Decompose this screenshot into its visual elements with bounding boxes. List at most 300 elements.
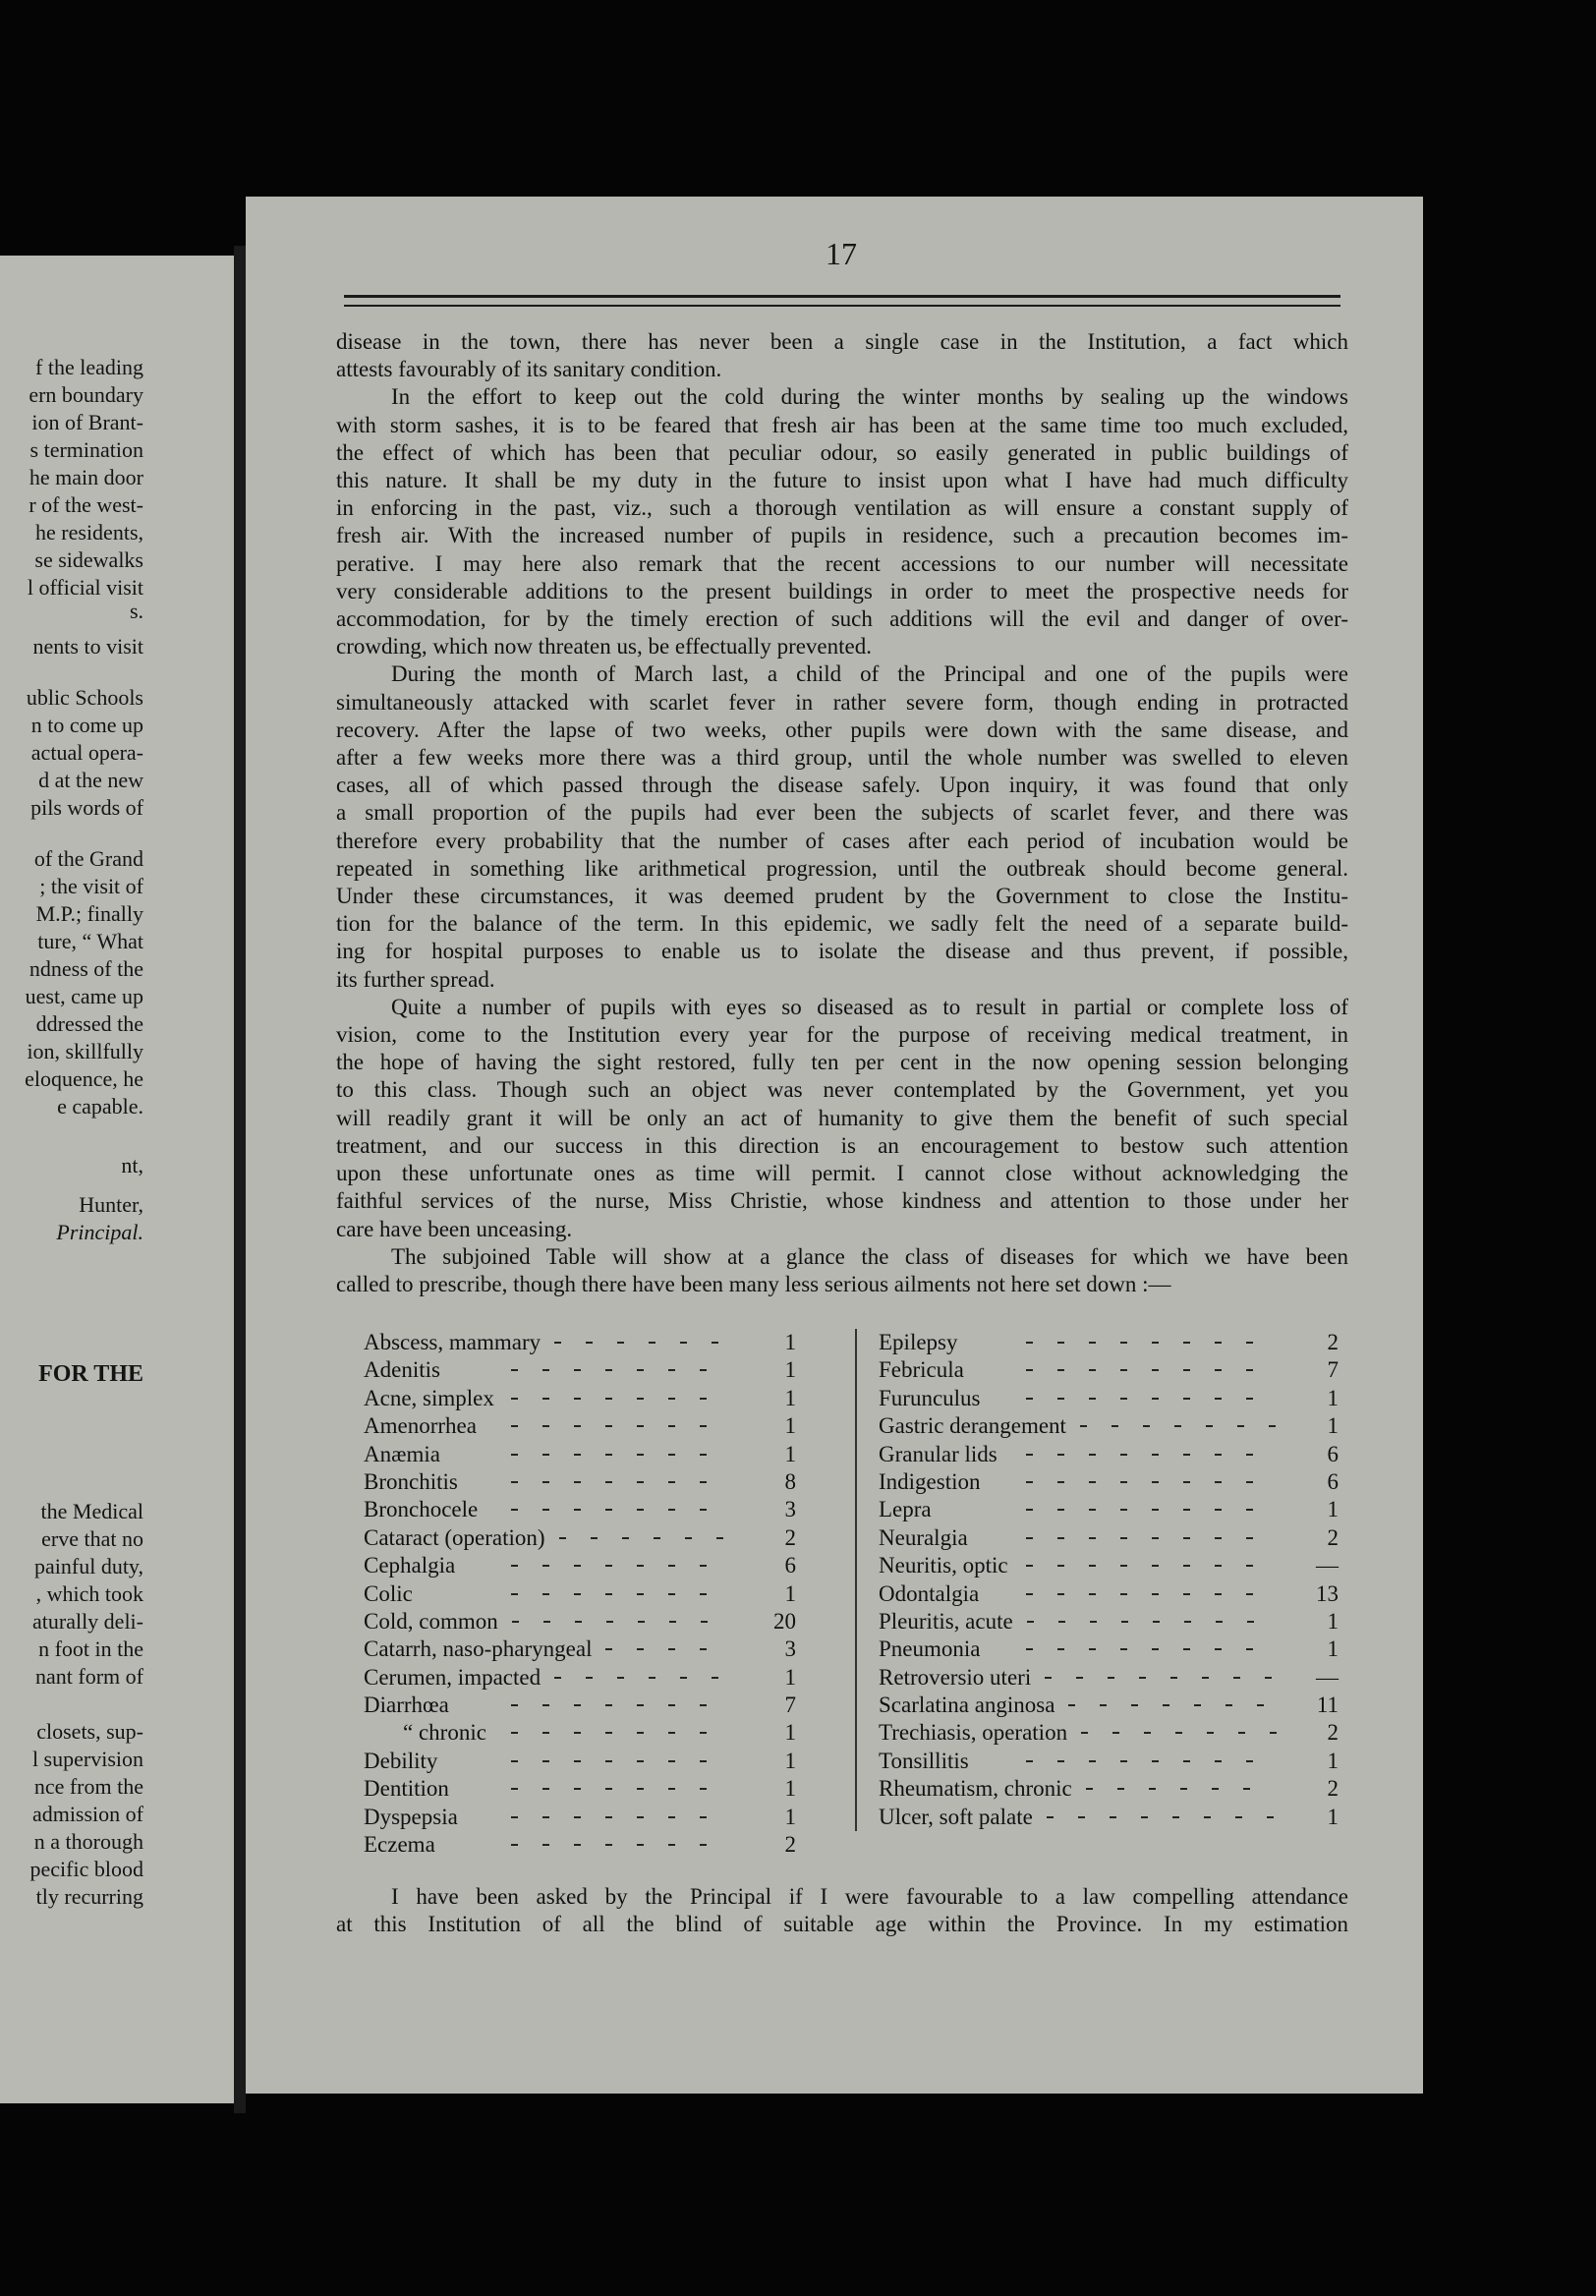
disease-name: Pleuritis, acute <box>879 1608 1013 1634</box>
left-fragment-line: ion of Brant- <box>31 410 143 434</box>
disease-name: Pneumonia <box>879 1636 981 1662</box>
leader-dash <box>637 1760 644 1762</box>
body-line: after a few weeks more there was a third group, until the whole number was swelled to eleven <box>336 745 1348 771</box>
disease-name: Retroversio uteri <box>879 1664 1032 1690</box>
leader-dash <box>1120 1648 1127 1650</box>
leader-dash <box>637 1454 644 1456</box>
leader-dash <box>574 1454 581 1456</box>
case-count: 6 <box>784 1553 796 1578</box>
leader-dash <box>1183 1398 1190 1400</box>
leader-dash <box>1058 1621 1065 1623</box>
leader-dash <box>1246 1648 1253 1650</box>
leader-dash <box>637 1398 644 1400</box>
leader-dash <box>637 1565 644 1567</box>
leader-dash <box>574 1369 581 1371</box>
left-fragment-line: M.P.; finally <box>35 901 143 926</box>
leader-dash <box>1152 1398 1159 1400</box>
body-line: ing for hospital purposes to enable us to isolate the disease and thus prevent, if possible, <box>336 939 1348 964</box>
disease-name: Tonsillitis <box>879 1748 969 1773</box>
leader-dash <box>712 1342 718 1344</box>
disease-row <box>364 1412 808 1440</box>
leader-dash <box>700 1565 707 1567</box>
leader-dash <box>1216 1621 1223 1623</box>
body-line: tion for the balance of the term. In this epidemic, we sadly felt the need of a separate build- <box>336 911 1348 937</box>
disease-name: Cataract (operation) <box>364 1524 545 1550</box>
leader-dash <box>700 1425 707 1427</box>
case-count: 1 <box>1327 1636 1339 1662</box>
leader-dash <box>1026 1593 1033 1595</box>
left-fragment-line: r of the west- <box>28 492 143 517</box>
leader-dash <box>575 1621 582 1623</box>
leader-dash <box>511 1454 518 1456</box>
leader-dash <box>1057 1593 1064 1595</box>
left-fragment-line: nant form of <box>35 1664 143 1689</box>
case-count: 1 <box>784 1748 796 1773</box>
leader-dash <box>1247 1621 1254 1623</box>
case-count: 7 <box>1327 1357 1339 1383</box>
case-count: 1 <box>1327 1385 1339 1410</box>
leader-dash <box>605 1593 612 1595</box>
body-line: with storm sashes, it is to be feared that fresh air has been at the same time too much excluded, <box>336 412 1348 437</box>
leader-dash <box>591 1537 598 1539</box>
disease-row <box>879 1804 1350 1831</box>
leader-dash <box>511 1732 518 1734</box>
left-fragment-line: ion, skillfully <box>27 1039 143 1063</box>
leader-dash <box>701 1621 708 1623</box>
left-fragment-line: l supervision <box>31 1747 143 1771</box>
leader-dash <box>511 1509 518 1511</box>
leader-dash <box>574 1593 581 1595</box>
leader-dash <box>542 1398 549 1400</box>
leader-dash <box>1026 1509 1033 1511</box>
leader-dash <box>649 1677 656 1679</box>
disease-row <box>879 1748 1350 1775</box>
leader-dash <box>668 1704 675 1706</box>
disease-name: Abscess, mammary <box>364 1330 542 1354</box>
disease-row <box>364 1552 808 1579</box>
leader-dash <box>511 1425 518 1427</box>
leader-dash <box>542 1704 549 1706</box>
case-count: 11 <box>1316 1693 1339 1718</box>
leader-dash <box>1246 1398 1253 1400</box>
leader-dash <box>668 1648 675 1650</box>
leader-dash <box>1246 1369 1253 1371</box>
leader-dash <box>1100 1704 1107 1706</box>
leader-dash <box>1120 1342 1127 1344</box>
leader-dash <box>1174 1425 1181 1427</box>
disease-name: Gastric derangement <box>879 1413 1066 1439</box>
disease-row <box>364 1748 808 1775</box>
leader-dash <box>668 1565 675 1567</box>
disease-name: Debility <box>364 1748 438 1773</box>
disease-row <box>364 1692 808 1719</box>
disease-name: Amenorrhea <box>364 1413 477 1439</box>
leader-dash <box>1086 1788 1093 1790</box>
leader-dash <box>700 1844 707 1846</box>
leader-dash <box>1089 1648 1096 1650</box>
leader-dash <box>1057 1454 1064 1456</box>
leader-dash <box>1246 1509 1253 1511</box>
leader-dash <box>1183 1454 1190 1456</box>
leader-dash <box>1027 1621 1034 1623</box>
leader-dash <box>1089 1369 1096 1371</box>
leader-dash <box>511 1760 518 1762</box>
leader-dash <box>700 1704 707 1706</box>
leader-dash <box>1026 1398 1033 1400</box>
leader-dash <box>1108 1677 1114 1679</box>
body-line: very considerable additions to the present buildings in order to meet the prospective needs for <box>336 578 1348 603</box>
leader-dash <box>1120 1509 1127 1511</box>
disease-row <box>879 1552 1350 1579</box>
leader-dash <box>1120 1760 1127 1762</box>
body-line: During the month of March last, a child of the Principal and one of the pupils were <box>391 661 1348 687</box>
left-fragment-line: aturally deli- <box>31 1609 143 1634</box>
left-fragment-line: s termination <box>29 437 143 462</box>
case-count: 1 <box>784 1664 796 1690</box>
leader-dash <box>668 1454 675 1456</box>
body-line: Under these circumstances, it was deemed prudent by the Government to close the Institu- <box>336 884 1348 909</box>
disease-row <box>879 1356 1350 1384</box>
leader-dash <box>1080 1425 1087 1427</box>
leader-dash <box>511 1816 518 1818</box>
leader-dash <box>700 1593 707 1595</box>
leader-dash <box>668 1398 675 1400</box>
leader-dash <box>1120 1537 1127 1539</box>
case-count: 3 <box>784 1636 796 1662</box>
disease-name: Anæmia <box>364 1441 440 1466</box>
left-fragment-line: he residents, <box>35 520 143 545</box>
leader-dash <box>637 1509 644 1511</box>
left-fragment-line: uest, came up <box>25 984 143 1008</box>
leader-dash <box>542 1481 549 1483</box>
leader-dash <box>574 1844 581 1846</box>
disease-name: Cephalgia <box>364 1553 456 1578</box>
leader-dash <box>1215 1481 1222 1483</box>
leader-dash <box>542 1844 549 1846</box>
disease-table-left-column <box>364 1329 808 1859</box>
leader-dash <box>1183 1593 1190 1595</box>
left-fragment-line: closets, sup- <box>36 1719 143 1744</box>
leader-dash <box>542 1593 549 1595</box>
case-count: 8 <box>784 1468 796 1494</box>
leader-dash <box>511 1704 518 1706</box>
leader-dash <box>637 1593 644 1595</box>
body-line: will readily grant it will be only an act of humanity to give them the benefit of such special <box>336 1105 1348 1130</box>
leader-dash <box>511 1593 518 1595</box>
leader-dash <box>637 1732 644 1734</box>
leader-dash <box>606 1621 613 1623</box>
leader-dash <box>574 1732 581 1734</box>
disease-row <box>879 1524 1350 1552</box>
leader-dash <box>668 1369 675 1371</box>
leader-dash <box>605 1844 612 1846</box>
case-count: 2 <box>1327 1330 1339 1354</box>
leader-dash <box>1081 1732 1088 1734</box>
disease-row <box>879 1636 1350 1663</box>
body-line: recovery. After the lapse of two weeks, other pupils were down with the same disease, and <box>336 717 1348 742</box>
leader-dash <box>637 1844 644 1846</box>
leader-dash <box>1152 1509 1159 1511</box>
leader-dash <box>1183 1509 1190 1511</box>
leader-dash <box>511 1788 518 1790</box>
leader-dash <box>1180 1788 1187 1790</box>
leader-dash <box>1270 1732 1277 1734</box>
leader-dash <box>1144 1732 1151 1734</box>
leader-dash <box>1257 1704 1264 1706</box>
leader-dash <box>586 1677 593 1679</box>
left-fragment-line: erve that no <box>41 1526 143 1551</box>
leader-dash <box>511 1398 518 1400</box>
page-number: 17 <box>826 236 857 271</box>
left-fragment-line: , which took <box>35 1581 143 1606</box>
leader-dash <box>700 1816 707 1818</box>
disease-row <box>879 1580 1350 1608</box>
leader-dash <box>700 1509 707 1511</box>
leader-dash <box>1246 1593 1253 1595</box>
leader-dash <box>511 1565 518 1567</box>
leader-dash <box>1045 1677 1052 1679</box>
body-line: In the effort to keep out the cold during the winter months by sealing up the windows <box>391 384 1348 410</box>
body-line: therefore every probability that the number of cases after each period of incubation would be <box>336 828 1348 853</box>
disease-name: Odontalgia <box>879 1580 980 1606</box>
leader-dash <box>1089 1342 1096 1344</box>
left-fragment-line: of the Grand <box>33 846 143 871</box>
leader-dash <box>1110 1816 1116 1818</box>
leader-dash <box>1202 1677 1209 1679</box>
leader-dash <box>574 1704 581 1706</box>
leader-dash <box>716 1537 723 1539</box>
leader-dash <box>1120 1593 1127 1595</box>
leader-dash <box>1183 1481 1190 1483</box>
leader-dash <box>1057 1369 1064 1371</box>
disease-name: Bronchocele <box>364 1497 479 1522</box>
disease-name: Dyspepsia <box>364 1804 458 1829</box>
leader-dash <box>680 1342 687 1344</box>
leader-dash <box>1120 1454 1127 1456</box>
leader-dash <box>586 1342 593 1344</box>
disease-row <box>364 1664 808 1692</box>
disease-table-right-column <box>855 1329 1350 1831</box>
leader-dash <box>1183 1342 1190 1344</box>
leader-dash <box>1152 1565 1159 1567</box>
disease-row <box>879 1719 1350 1747</box>
leader-dash <box>649 1342 656 1344</box>
leader-dash <box>1152 1648 1159 1650</box>
leader-dash <box>1152 1342 1159 1344</box>
left-fragment-line: he main door <box>28 465 143 489</box>
leader-dash <box>1194 1704 1201 1706</box>
leader-dash <box>1183 1537 1190 1539</box>
body-text <box>336 328 1348 1298</box>
leader-dash <box>700 1732 707 1734</box>
leader-dash <box>574 1398 581 1400</box>
leader-dash <box>1246 1481 1253 1483</box>
body-line: care have been unceasing. <box>336 1216 573 1241</box>
left-fragment-line: actual opera- <box>30 740 143 765</box>
leader-dash <box>1057 1565 1064 1567</box>
leader-dash <box>1269 1425 1276 1427</box>
leader-dash <box>1246 1760 1253 1762</box>
left-fragment-line: n a thorough <box>33 1829 143 1854</box>
leader-dash <box>668 1816 675 1818</box>
leader-dash <box>1265 1677 1272 1679</box>
case-count: — <box>1316 1553 1339 1578</box>
leader-dash <box>637 1704 644 1706</box>
left-fragment-line: nents to visit <box>32 634 143 659</box>
leader-dash <box>511 1481 518 1483</box>
leader-dash <box>574 1481 581 1483</box>
body-line: its further spread. <box>336 966 495 992</box>
disease-row <box>364 1719 808 1747</box>
left-fragment-line: ublic Schools <box>26 685 143 710</box>
disease-row <box>364 1831 808 1859</box>
disease-name: Eczema <box>364 1832 435 1858</box>
leader-dash <box>637 1425 644 1427</box>
leader-dash <box>574 1509 581 1511</box>
left-fragment-line: pils words of <box>30 795 143 820</box>
leader-dash <box>1152 1760 1159 1762</box>
leader-dash <box>1026 1648 1033 1650</box>
leader-dash <box>1120 1565 1127 1567</box>
leader-dash <box>1215 1760 1222 1762</box>
leader-dash <box>1089 1398 1096 1400</box>
leader-dash <box>1238 1732 1245 1734</box>
leader-dash <box>605 1648 612 1650</box>
leader-dash <box>1152 1593 1159 1595</box>
left-fragment-line: s. <box>129 599 143 623</box>
body-line: the effect of which has been that peculiar odour, so easily generated in public buildings of <box>336 439 1348 465</box>
leader-dash <box>1183 1369 1190 1371</box>
disease-row <box>879 1608 1350 1636</box>
leader-dash <box>668 1844 675 1846</box>
case-count: 1 <box>784 1776 796 1802</box>
body-line: crowding, which now threaten us, be effectually prevented. <box>336 634 872 660</box>
leader-dash <box>1068 1704 1075 1706</box>
case-count: 2 <box>1327 1720 1339 1746</box>
left-fragment-line: e capable. <box>57 1094 143 1119</box>
disease-row <box>364 1608 808 1636</box>
left-fragment-line: ern boundary <box>28 382 143 407</box>
case-count: 1 <box>784 1441 796 1466</box>
body-line: attests favourably of its sanitary condition. <box>336 357 722 382</box>
leader-dash <box>1215 1537 1222 1539</box>
leader-dash <box>1089 1565 1096 1567</box>
body-line: a small proportion of the pupils had ever been the subjects of scarlet fever, and there was <box>336 800 1348 826</box>
leader-dash <box>1112 1425 1118 1427</box>
leader-dash <box>605 1509 612 1511</box>
body-line: perative. I may here also remark that the recent accessions to our number will necessitate <box>336 550 1348 576</box>
leader-dash <box>1057 1398 1064 1400</box>
leader-dash <box>1204 1816 1211 1818</box>
left-fragment-line: n to come up <box>30 713 143 737</box>
case-count: 1 <box>784 1580 796 1606</box>
leader-dash <box>712 1677 718 1679</box>
body-line: repeated in something like arithmetical progression, until the outbreak should become general. <box>336 855 1348 881</box>
disease-name: Dentition <box>364 1776 449 1802</box>
leader-dash <box>1237 1425 1244 1427</box>
leader-dash <box>1215 1454 1222 1456</box>
leader-dash <box>700 1398 707 1400</box>
leader-dash <box>668 1760 675 1762</box>
leader-dash <box>1026 1537 1033 1539</box>
disease-row <box>879 1664 1350 1692</box>
leader-dash <box>1246 1454 1253 1456</box>
body-line: this nature. It shall be my duty in the future to insist upon what I have had much difficulty <box>336 468 1348 493</box>
leader-dash <box>1141 1816 1148 1818</box>
disease-name: Neuralgia <box>879 1524 968 1550</box>
leader-dash <box>1143 1425 1150 1427</box>
leader-dash <box>542 1760 549 1762</box>
leader-dash <box>542 1732 549 1734</box>
leader-dash <box>605 1565 612 1567</box>
leader-dash <box>1152 1537 1159 1539</box>
disease-name: Furunculus <box>879 1385 981 1410</box>
leader-dash <box>1212 1788 1219 1790</box>
case-count: 1 <box>1327 1748 1339 1773</box>
leader-dash <box>542 1509 549 1511</box>
body-line: vision, come to the Institution every year for the purpose of receiving medical treatment, in <box>336 1022 1348 1048</box>
leader-dash <box>1089 1760 1096 1762</box>
leader-dash <box>1215 1565 1222 1567</box>
leader-dash <box>685 1537 692 1539</box>
disease-row <box>364 1636 808 1663</box>
disease-row <box>364 1356 808 1384</box>
leader-dash <box>622 1537 629 1539</box>
leader-dash <box>1112 1732 1119 1734</box>
leader-dash <box>1215 1509 1222 1511</box>
leader-dash <box>668 1509 675 1511</box>
left-fragment-line: ; the visit of <box>39 874 143 898</box>
leader-dash <box>605 1732 612 1734</box>
leader-dash <box>605 1454 612 1456</box>
leader-dash <box>1183 1760 1190 1762</box>
leader-dash <box>512 1621 519 1623</box>
disease-name: Cerumen, impacted <box>364 1664 542 1690</box>
disease-row <box>879 1441 1350 1468</box>
leader-dash <box>1057 1537 1064 1539</box>
leader-dash <box>1152 1369 1159 1371</box>
left-fragment-line: nce from the <box>33 1774 143 1799</box>
leader-dash <box>1153 1621 1160 1623</box>
closing-line: at this Institution of all the blind of suitable age within the Province. In my estimation <box>336 1912 1348 1937</box>
case-count: 1 <box>1327 1413 1339 1439</box>
leader-dash <box>574 1565 581 1567</box>
case-count: 1 <box>784 1357 796 1383</box>
left-fragment-line: painful duty, <box>34 1554 143 1578</box>
body-line: in enforcing in the past, viz., such a thorough ventilation as will ensure a constant supply of <box>336 495 1348 521</box>
leader-dash <box>1152 1481 1159 1483</box>
leader-dash <box>605 1704 612 1706</box>
disease-name: Acne, simplex <box>364 1385 494 1410</box>
leader-dash <box>668 1732 675 1734</box>
leader-dash <box>1175 1732 1182 1734</box>
disease-name: Trechiasis, operation <box>879 1720 1068 1746</box>
left-fragment-line: ture, “ What <box>37 929 143 953</box>
leader-dash <box>668 1593 675 1595</box>
body-line: Quite a number of pupils with eyes so diseased as to result in partial or complete loss of <box>391 994 1348 1019</box>
disease-row <box>879 1692 1350 1719</box>
disease-name: Bronchitis <box>364 1468 458 1494</box>
disease-row <box>364 1804 808 1831</box>
leader-dash <box>637 1369 644 1371</box>
leader-dash <box>1047 1816 1054 1818</box>
case-count: 1 <box>784 1385 796 1410</box>
leader-dash <box>1215 1593 1222 1595</box>
disease-row <box>879 1329 1350 1356</box>
leader-dash <box>1057 1481 1064 1483</box>
leader-dash <box>1246 1342 1253 1344</box>
case-count: 1 <box>1327 1608 1339 1634</box>
